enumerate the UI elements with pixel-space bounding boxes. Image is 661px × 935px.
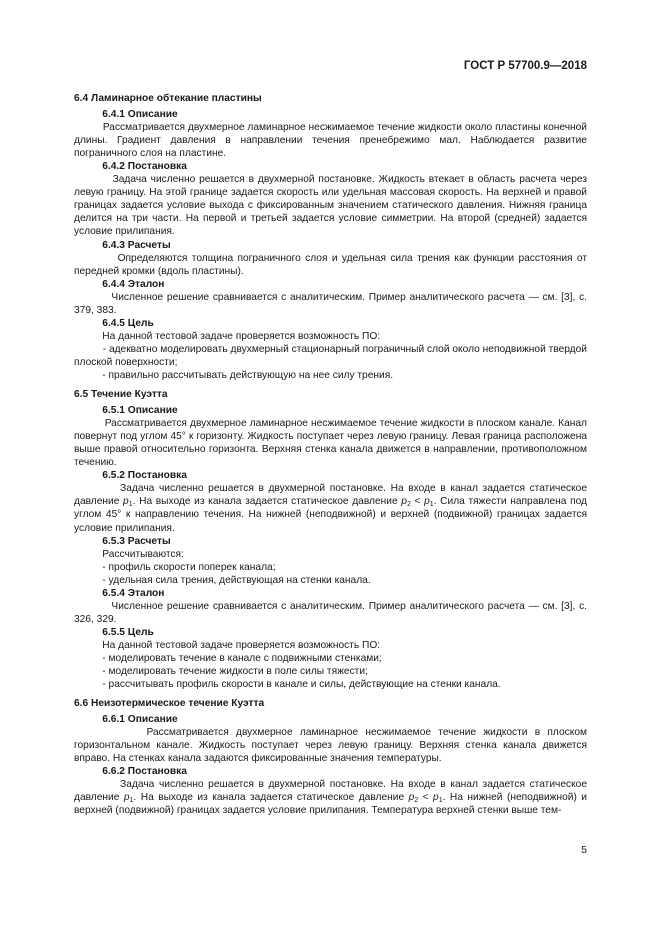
pressure-symbol: p [433, 792, 439, 804]
paragraph: На данной тестовой задаче проверяется возможность ПО: [74, 639, 381, 651]
subscript: 2 [414, 797, 419, 805]
subscript: 1 [128, 501, 133, 509]
pressure-symbol: p [123, 496, 129, 508]
page-number: 5 [581, 844, 587, 856]
paragraph: Задача численно решается в двухмерной постановке. На входе в канал задается статическое давление $p_1$. На выходе из канала задается статическое давление $p_2 < p_1$. На нижней (неподвижной) и верхней (подвижной) границах задается условие прилипания. Температура верхней стенки выше тем- [74, 779, 588, 817]
paragraph: - адекватно моделировать двухмерный стационарный пограничный слой около неподвижной твердой плоской поверхности; [74, 343, 587, 368]
section-heading: 6.4 Ламинарное обтекание пластины [74, 93, 262, 104]
paragraph: - профиль скорости поперек канала; [74, 561, 276, 573]
paragraph: Рассматривается двухмерное ламинарное несжимаемое течение жидкости около пластины конечной длины. Градиент давления в направлении течения пренебрежимо мал. Наблюдается развитие пограничного слоя на пластине. [74, 122, 587, 160]
pressure-symbol: p [123, 792, 130, 804]
subsection-heading: 6.4.5 Цель [74, 317, 154, 329]
paragraph: - правильно рассчитывать действующую на нее силу трения. [74, 369, 394, 381]
paragraph: Определяются толщина пограничного слоя и удельная сила трения как функции расстояния от передней кромки (вдоль пластины). [74, 252, 587, 277]
section-heading: 6.5 Течение Куэтта [74, 389, 168, 401]
page-content [74, 92, 587, 818]
pressure-symbol: p [401, 496, 407, 508]
subsection-heading: 6.4.2 Постановка [74, 161, 187, 173]
subsection-heading: 6.5.5 Цель [74, 626, 154, 638]
paragraph: Рассматривается двухмерное ламинарное несжимаемое течение жидкости в плоском канале. Канал повернут под углом 45° к горизонту. Жидкость поступает через левую границу. Левая граница расположена выше правой относительно горизонта. Верхняя стенка канала движется в направлении, противоположном течению. [74, 418, 587, 469]
subsection-heading: 6.5.2 Постановка [74, 470, 187, 482]
paragraph: - рассчитывать профиль скорости в канале и силы, действующие на стенки канала. [74, 679, 501, 691]
paragraph: Рассчитываются: [74, 548, 184, 560]
section-heading: 6.6 Неизотермическое течение Куэтта [74, 698, 265, 710]
subsection-heading: 6.5.4 Эталон [74, 587, 165, 599]
paragraph: Задача численно решается в двухмерной постановке. Жидкость втекает в область расчета через левую границу. На этой границе задается скорость или удельная массовая скорость. На верхней и правой границах задается условие выхода с фиксированным значением статического давления. Нижняя граница делится на три части. На первой и третьей задается условие симметрии. На второй (средней) задается условие прилипания. [74, 174, 587, 238]
subsection-heading: 6.4.4 Эталон [74, 278, 165, 290]
paragraph: - моделировать течение жидкости в поле силы тяжести; [74, 666, 368, 678]
subscript: 1 [429, 501, 434, 509]
subsection-heading: 6.6.2 Постановка [74, 766, 187, 778]
pressure-symbol: p [408, 792, 415, 804]
paragraph: Численное решение сравнивается с аналитическим. Пример аналитического расчета — см. [3], с. 326, 329. [74, 600, 587, 625]
paragraph: Рассматривается двухмерное ламинарное несжимаемое течение жидкости в плоском горизонтальном канале. Жидкость поступает через левую границу. Верхняя стенка канала движется вправо. На стенках канала задаются фиксированные значения температуры. [74, 727, 587, 765]
pressure-symbol: p [424, 496, 430, 508]
paragraph: - моделировать течение в канале с подвижными стенками; [74, 652, 382, 664]
subsection-heading: 6.4.3 Расчеты [74, 239, 171, 251]
paragraph: Задача численно решается в двухмерной постановке. На входе в канал задается статическое давление $p_1$. На выходе из канала задается статическое давление $p_2 < p_1$. Сила тяжести направлена под углом 45° к направлению течения. На нижней (неподвижной) и верхней (подвижной) границах задается условие прилипания. [74, 483, 588, 534]
paragraph: На данной тестовой задаче проверяется возможность ПО: [74, 330, 381, 342]
subsection-heading: 6.5.1 Описание [74, 405, 178, 417]
subscript: 1 [129, 797, 134, 805]
paragraph: - удельная сила трения, действующая на стенки канала. [74, 574, 371, 586]
document-id-header: ГОСТ Р 57700.9—2018 [463, 60, 587, 72]
subsection-heading: 6.5.3 Расчеты [74, 535, 171, 547]
subsection-heading: 6.4.1 Описание [74, 109, 178, 121]
subsection-heading: 6.6.1 Описание [74, 714, 178, 726]
paragraph: Численное решение сравнивается с аналитическим. Пример аналитического расчета — см. [3], с. 379, 383. [74, 291, 587, 316]
subscript: 2 [406, 501, 411, 509]
subscript: 1 [438, 797, 443, 805]
